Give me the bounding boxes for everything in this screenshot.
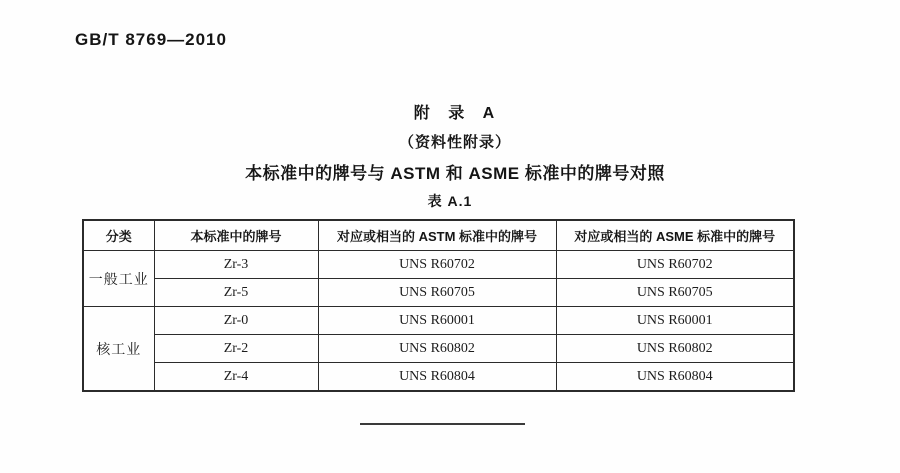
table-caption: 表 A.1 <box>427 193 473 209</box>
appendix-title-block <box>5 100 900 184</box>
category-cell: 一般工业 <box>83 251 154 307</box>
appendix-subtitle: （资料性附录） <box>398 134 511 151</box>
standard-code: GB/T 8769—2010 <box>75 30 227 49</box>
grade-comparison-table <box>82 219 795 392</box>
grade-cell: Zr-4 <box>154 363 318 392</box>
table-row <box>83 307 794 335</box>
table-row <box>83 251 794 279</box>
appendix-heading: 本标准中的牌号与 ASTM 和 ASME 标准中的牌号对照 <box>245 164 665 183</box>
asme-cell: UNS R60001 <box>556 307 794 335</box>
column-header-astm: 对应或相当的 ASTM 标准中的牌号 <box>318 220 556 251</box>
astm-cell: UNS R60702 <box>318 251 556 279</box>
appendix-title: 附 录 A <box>413 105 497 122</box>
astm-cell: UNS R60802 <box>318 335 556 363</box>
grade-cell: Zr-2 <box>154 335 318 363</box>
table-header-row <box>83 220 794 251</box>
grade-cell: Zr-5 <box>154 279 318 307</box>
asme-cell: UNS R60705 <box>556 279 794 307</box>
category-cell: 核工业 <box>83 307 154 392</box>
column-header-category: 分类 <box>83 220 154 251</box>
asme-cell: UNS R60802 <box>556 335 794 363</box>
astm-cell: UNS R60804 <box>318 363 556 392</box>
asme-cell: UNS R60804 <box>556 363 794 392</box>
column-header-grade: 本标准中的牌号 <box>154 220 318 251</box>
grade-cell: Zr-0 <box>154 307 318 335</box>
column-header-asme: 对应或相当的 ASME 标准中的牌号 <box>556 220 794 251</box>
astm-cell: UNS R60001 <box>318 307 556 335</box>
table-row <box>83 335 794 363</box>
grade-cell: Zr-3 <box>154 251 318 279</box>
end-of-section-divider <box>360 423 525 425</box>
table-row <box>83 363 794 392</box>
table-row <box>83 279 794 307</box>
asme-cell: UNS R60702 <box>556 251 794 279</box>
astm-cell: UNS R60705 <box>318 279 556 307</box>
